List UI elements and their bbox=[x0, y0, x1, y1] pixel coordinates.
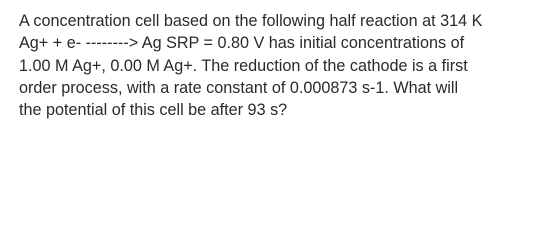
question-line-1: A concentration cell based on the following half reaction at 314 K bbox=[19, 12, 483, 30]
question-line-3: 1.00 M Ag+, 0.00 M Ag+. The reduction of the cathode is a first bbox=[19, 56, 468, 75]
question-text bbox=[19, 10, 549, 121]
question-line-4: order process, with a rate constant of 0.000873 s-1. What will bbox=[19, 78, 459, 97]
question-line-2: Ag+ + e- --------> Ag SRP = 0.80 V has initial concentrations of bbox=[19, 34, 465, 53]
question-line-5: the potential of this cell be after 93 s? bbox=[19, 101, 288, 120]
